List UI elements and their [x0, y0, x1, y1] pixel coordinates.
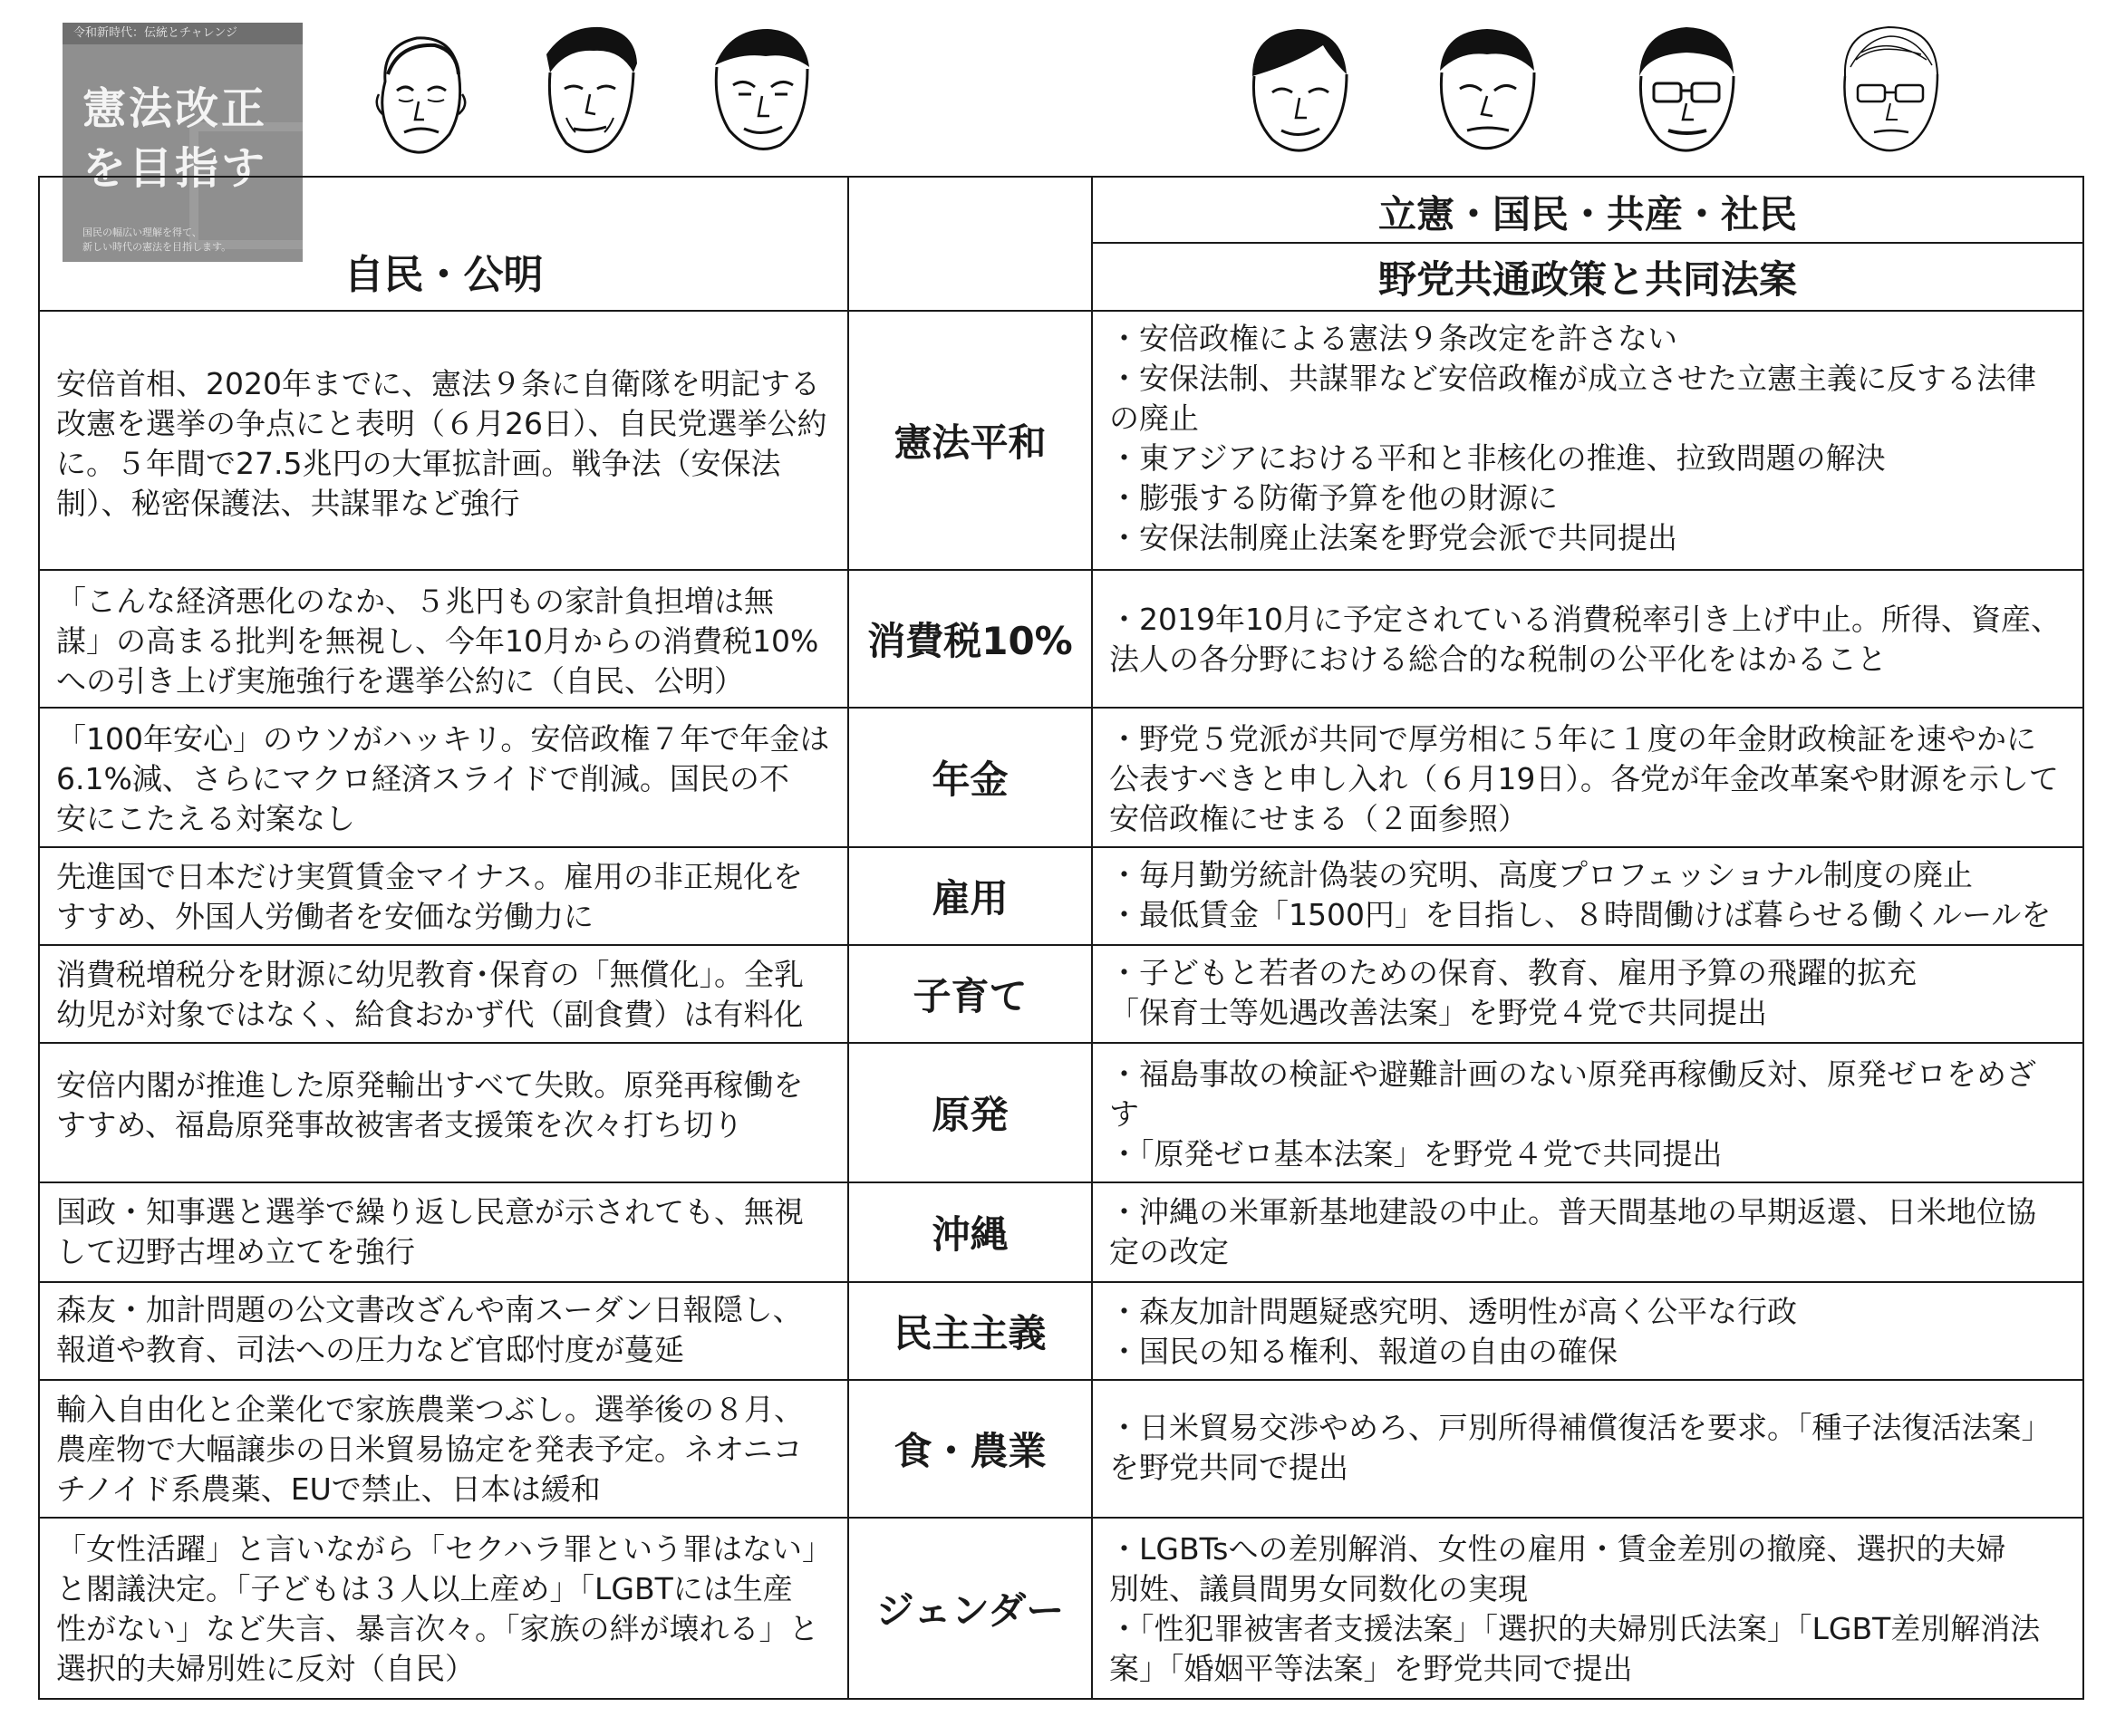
table-row [39, 945, 2083, 1043]
opposition-text-line: ・国民の知る権利、報道の自由の確保 [1109, 1334, 1618, 1369]
ruling-text [39, 1182, 848, 1282]
opposition-text-line: ・最低賃金「1500円」を目指し、８時間働けば暮らせる働くルールを [1109, 897, 2052, 932]
ruling-text-line: 安倍内閣が推進した原発輸出すべて失敗。原発再稼働を [56, 1067, 804, 1103]
table-row [39, 1043, 2083, 1182]
ruling-text-line: 「こんな経済悪化のなか、５兆円もの家計負担増は無 [56, 583, 774, 619]
ruling-text [39, 570, 848, 708]
opposition-text [1092, 1380, 2083, 1518]
ruling-text-line: 輸入自由化と企業化で家族農業つぶし。選挙後の８月、 [56, 1392, 804, 1427]
table-row [39, 1282, 2083, 1380]
table-row [39, 1518, 2083, 1699]
table-header-row [39, 177, 2083, 311]
opposition-text-line: ・安保法制、共謀罪など安倍政権が成立させた立憲主義に反する法律 [1109, 361, 2036, 396]
opposition-text [1092, 1518, 2083, 1699]
opposition-text-line: 公表すべきと申し入れ（６月19日）。各党が年金改革案や財源を示して [1109, 761, 2059, 796]
politician-portrait-icon [702, 18, 820, 163]
politician-portrait-icon [1627, 18, 1744, 163]
table-row [39, 311, 2083, 570]
ruling-text-line: 選択的夫婦別姓に反対（自民） [56, 1651, 475, 1686]
ruling-text-line: 制）、秘密保護法、共謀罪など強行 [56, 486, 520, 521]
opposition-text-line: ・毎月勤労統計偽装の究明、高度プロフェッショナル制度の廃止 [1109, 857, 1974, 892]
ruling-text-line: 報道や教育、司法への圧力など官邸忖度が蔓延 [56, 1332, 684, 1367]
ruling-text [39, 945, 848, 1043]
ruling-text-line: への引き上げ実施強行を選挙公約に（自民、公明） [56, 663, 744, 699]
opposition-text [1092, 570, 2083, 708]
ruling-text-line: 「100年安心」のウソがハッキリ。安倍政権７年で年金は [56, 721, 830, 757]
topic-label: 雇用 [848, 847, 1092, 945]
poster-title-line2: を目指す [82, 143, 268, 194]
ruling-text-line: 安倍首相、2020年までに、憲法９条に自衛隊を明記する [56, 366, 820, 401]
topic-label: 沖縄 [848, 1182, 1092, 1282]
ruling-text-line: 農産物で大幅譲歩の日米貿易協定を発表予定。ネオニコ [56, 1432, 803, 1467]
opposition-text-line: ・膨張する防衛予算を他の財源に [1109, 480, 1558, 516]
ruling-text-line: 国政・知事選と選挙で繰り返し民意が示されても、無視 [56, 1194, 804, 1230]
poster-band: 令和新時代：伝統とチャレンジ [63, 23, 303, 44]
ruling-text-line: 改憲を選挙の争点にと表明（６月26日）、自民党選挙公約 [56, 406, 827, 441]
ruling-text-line: と閣議決定。「子どもは３人以上産め」「LGBTには生産 [56, 1571, 793, 1606]
policy-comparison-table [38, 176, 2084, 1700]
opposition-text [1092, 1043, 2083, 1182]
poster-sub-line1: 国民の幅広い理解を得て、 [82, 227, 202, 238]
opposition-text-line: ・安保法制廃止法案を野党会派で共同提出 [1109, 520, 1677, 555]
opposition-text-line: ・2019年10月に予定されている消費税率引き上げ中止。所得、資産、 [1109, 602, 2061, 637]
opposition-text [1092, 1282, 2083, 1380]
opposition-text-line: ・「性犯罪被害者支援法案」「選択的夫婦別氏法案」「LGBT差別解消法 [1109, 1611, 2041, 1646]
poster-sub-line2: 新しい時代の憲法を目指します。 [82, 241, 232, 253]
opposition-text [1092, 945, 2083, 1043]
topic-label: 民主主義 [848, 1282, 1092, 1380]
topic-label: ジェンダー [848, 1518, 1092, 1699]
opposition-text [1092, 847, 2083, 945]
ruling-text-line: 性がない」など失言、暴言次々。「家族の絆が壊れる」と [56, 1611, 819, 1646]
ruling-text [39, 1518, 848, 1699]
ruling-text-line: 森友・加計問題の公文書改ざんや南スーダン日報隠し、 [56, 1292, 803, 1327]
politician-portrait-icon [530, 18, 648, 163]
opposition-text-line: す [1109, 1096, 1139, 1132]
table-row [39, 847, 2083, 945]
topic-label: 消費税10% [848, 570, 1092, 708]
opposition-text [1092, 311, 2083, 570]
ruling-text [39, 1380, 848, 1518]
ruling-text [39, 847, 848, 945]
opposition-text [1092, 1182, 2083, 1282]
opposition-text-line: 「保育士等処遇改善法案」を野党４党で共同提出 [1109, 995, 1767, 1030]
topic-label: 憲法平和 [848, 311, 1092, 570]
politician-portrait-icon [362, 18, 480, 163]
ruling-text-line: 消費税増税分を財源に幼児教育･保育の「無償化」。全乳 [56, 957, 804, 992]
opposition-text-line: ・森友加計問題疑惑究明、透明性が高く公平な行政 [1109, 1294, 1797, 1329]
ruling-text [39, 1043, 848, 1182]
opposition-text-line: ・「原発ゼロ基本法案」を野党４党で共同提出 [1109, 1136, 1723, 1172]
ruling-text-line: 幼児が対象ではなく、給食おかず代（副食費）は有料化 [56, 997, 804, 1032]
table-row [39, 1380, 2083, 1518]
opposition-text-line: ・子どもと若者のための保育、教育、雇用予算の飛躍的拡充 [1109, 955, 1917, 990]
opposition-text-line: 安倍政権にせまる（２面参照） [1109, 801, 1528, 836]
ruling-text-line: 先進国で日本だけ実質賃金マイナス。雇用の非正規化を [56, 859, 804, 894]
opposition-text-line: 案」「婚姻平等法案」を野党共同で提出 [1109, 1651, 1633, 1686]
topic-label: 年金 [848, 708, 1092, 847]
topic-label: 原発 [848, 1043, 1092, 1182]
opposition-text-line: を野党共同で提出 [1109, 1450, 1348, 1485]
opposition-text-line: ・沖縄の米軍新基地建設の中止。普天間基地の早期返還、日米地位協 [1109, 1194, 2036, 1230]
opposition-text-line: ・福島事故の検証や避難計画のない原発再稼働反対、原発ゼロをめざ [1109, 1056, 2036, 1092]
ruling-text-line: すすめ、福島原発事故被害者支援策を次々打ち切り [56, 1107, 744, 1143]
opposition-text-line: ・安倍政権による憲法９条改定を許さない [1109, 321, 1677, 356]
table-row [39, 570, 2083, 708]
ruling-text [39, 311, 848, 570]
ruling-text [39, 1282, 848, 1380]
ruling-text-line: 謀」の高まる批判を無視し、今年10月からの消費税10% [56, 623, 819, 659]
header-opposition-parties: 立憲・国民・共産・社民 [1093, 178, 2082, 244]
ruling-text-line: して辺野古埋め立てを強行 [56, 1234, 415, 1269]
header-opposition-policy: 野党共通政策と共同法案 [1377, 256, 1797, 302]
topic-label: 食・農業 [848, 1380, 1092, 1518]
ruling-text [39, 708, 848, 847]
header-opposition [1092, 177, 2083, 311]
opposition-text [1092, 708, 2083, 847]
ruling-text-line: 6.1%減、さらにマクロ経済スライドで削減。国民の不 [56, 761, 789, 796]
opposition-text-line: 別姓、議員間男女同数化の実現 [1109, 1571, 1528, 1606]
ruling-text-line: チノイド系農薬、EUで禁止、日本は緩和 [56, 1471, 601, 1507]
opposition-text-line: ・日米貿易交渉やめろ、戸別所得補償復活を要求。「種子法復活法案」 [1109, 1410, 2052, 1445]
ruling-text-line: に。５年間で27.5兆円の大軍拡計画。戦争法（安保法 [56, 446, 781, 481]
topic-label: 子育て [848, 945, 1092, 1043]
table-row [39, 708, 2083, 847]
opposition-text-line: ・野党５党派が共同で厚労相に５年に１度の年金財政検証を速やかに [1109, 721, 2036, 757]
opposition-text-line: ・LGBTsへの差別解消、女性の雇用・賃金差別の撤廃、選択的夫婦 [1109, 1531, 2006, 1567]
politician-portrait-icon [1831, 18, 1948, 163]
opposition-text-line: ・東アジアにおける平和と非核化の推進、拉致問題の解決 [1109, 440, 1886, 476]
header-ruling-parties: 自民・公明 [39, 177, 848, 311]
opposition-text-line: の廃止 [1109, 400, 1199, 436]
poster-title-line1: 憲法改正 [82, 83, 268, 134]
ruling-text-line: すすめ、外国人労働者を安価な労働力に [56, 899, 594, 934]
table-row [39, 1182, 2083, 1282]
politician-portrait-icon [1240, 18, 1357, 163]
opposition-text-line: 法人の各分野における総合的な税制の公平化をはかること [1109, 641, 1887, 677]
header-topic-spacer [848, 177, 1092, 311]
opposition-text-line: 定の改定 [1109, 1234, 1229, 1269]
ruling-text-line: 「女性活躍」と言いながら「セクハラ罪という罪はない」 [56, 1531, 833, 1567]
politician-portrait-icon [1427, 18, 1545, 163]
ruling-text-line: 安にこたえる対案なし [56, 801, 355, 836]
